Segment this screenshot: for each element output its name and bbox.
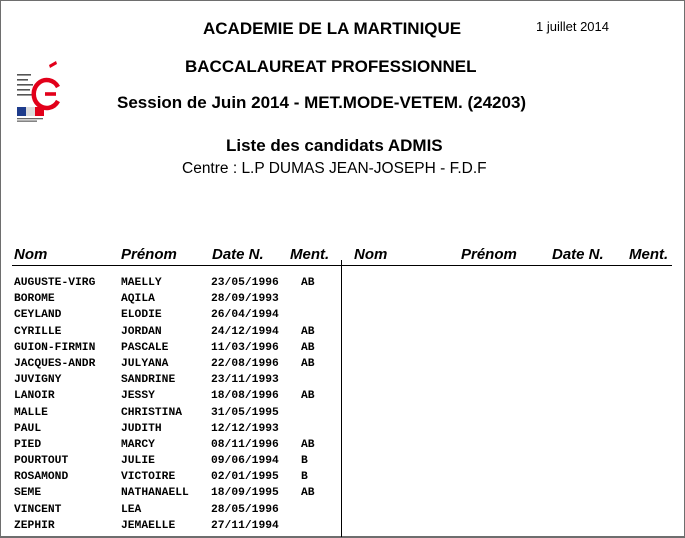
centre-line: Centre : L.P DUMAS JEAN-JOSEPH - F.D.F [182,160,487,177]
cell-ment: AB [301,390,315,403]
ministere-education-nationale-logo [16,61,76,123]
cell-nom: CEYLAND [14,309,62,322]
cell-prenom: CHRISTINA [121,406,183,419]
cell-nom: AUGUSTE-VIRG [14,277,96,289]
table-row [14,485,339,501]
cell-date: 12/12/1993 [211,422,279,435]
table-row [14,307,339,323]
table-row [14,291,339,307]
cell-date: 09/06/1994 [211,455,279,468]
table-row [14,356,339,372]
cell-prenom: PASCALE [121,341,169,354]
col-header-date-2: Date N. [552,246,604,263]
cell-nom: PIED [14,438,42,451]
cell-prenom: JULIE [121,455,155,468]
cell-date: 08/11/1996 [211,438,279,451]
table-row [14,324,339,340]
cell-nom: JUVIGNY [14,374,62,387]
cell-ment: AB [301,277,315,289]
cell-ment: B [301,455,308,468]
cell-prenom: LEA [121,503,142,516]
cell-date: 31/05/1995 [211,406,279,419]
cell-prenom: JULYANA [121,357,169,370]
cell-nom: ZEPHIR [14,519,55,532]
column-divider [341,260,342,537]
cell-prenom: NATHANAELL [121,487,189,500]
cell-nom: LANOIR [14,390,55,403]
cell-nom: PAUL [14,422,42,435]
col-header-ment: Ment. [290,246,330,263]
cell-date: 23/05/1996 [211,277,279,289]
cell-prenom: ELODIE [121,309,162,322]
cell-date: 24/12/1994 [211,325,279,338]
cell-prenom: JUDITH [121,422,162,435]
cell-nom: ROSAMOND [14,471,69,484]
cell-prenom: VICTOIRE [121,471,176,484]
cell-nom: BOROME [14,293,55,306]
cell-prenom: AQILA [121,293,155,306]
cell-date: 23/11/1993 [211,374,279,387]
table-row [14,453,339,469]
document-date: 1 juillet 2014 [536,19,609,34]
cell-date: 22/08/1996 [211,357,279,370]
table-row [14,405,339,421]
list-title: Liste des candidats ADMIS [226,136,443,155]
cell-prenom: MARCY [121,438,155,451]
col-header-nom: Nom [14,246,48,263]
cell-prenom: SANDRINE [121,374,176,387]
cell-date: 11/03/1996 [211,341,279,354]
cell-nom: JACQUES-ANDR [14,357,96,370]
cell-date: 26/04/1994 [211,309,279,322]
col-header-date: Date N. [212,246,264,263]
cell-date: 02/01/1995 [211,471,279,484]
header-divider [12,265,672,266]
diploma-title: BACCALAUREAT PROFESSIONNEL [185,57,477,76]
cell-prenom: MAELLY [121,277,162,289]
cell-date: 28/09/1993 [211,293,279,306]
academie-title: ACADEMIE DE LA MARTINIQUE [203,19,462,38]
cell-ment: B [301,471,308,484]
cell-nom: SEME [14,487,42,500]
table-row [14,388,339,404]
table-row [14,502,339,518]
cell-date: 27/11/1994 [211,519,279,532]
cell-nom: MALLE [14,406,48,419]
cell-prenom: JORDAN [121,325,162,338]
cell-date: 18/09/1995 [211,487,279,500]
cell-ment: AB [301,341,315,354]
table-row [14,340,339,356]
cell-nom: VINCENT [14,503,62,516]
cell-date: 18/08/1996 [211,390,279,403]
cell-date: 28/05/1996 [211,503,279,516]
cell-ment: AB [301,438,315,451]
col-header-prenom: Prénom [121,246,177,263]
table-row [14,421,339,437]
table-row [14,275,339,291]
cell-nom: GUION-FIRMIN [14,341,96,354]
col-header-prenom-2: Prénom [461,246,517,263]
session-title: Session de Juin 2014 - MET.MODE-VETEM. (24203) [117,93,527,112]
table-row [14,437,339,453]
cell-ment: AB [301,325,315,338]
cell-prenom: JEMAELLE [121,519,176,532]
cell-nom: CYRILLE [14,325,62,338]
cell-ment: AB [301,357,315,370]
table-row [14,518,339,534]
cell-prenom: JESSY [121,390,155,403]
cell-ment: AB [301,487,315,500]
col-header-ment-2: Ment. [629,246,669,263]
candidates-list [14,275,339,534]
table-row [14,469,339,485]
col-header-nom-2: Nom [354,246,388,263]
cell-nom: POURTOUT [14,455,69,468]
table-row [14,372,339,388]
